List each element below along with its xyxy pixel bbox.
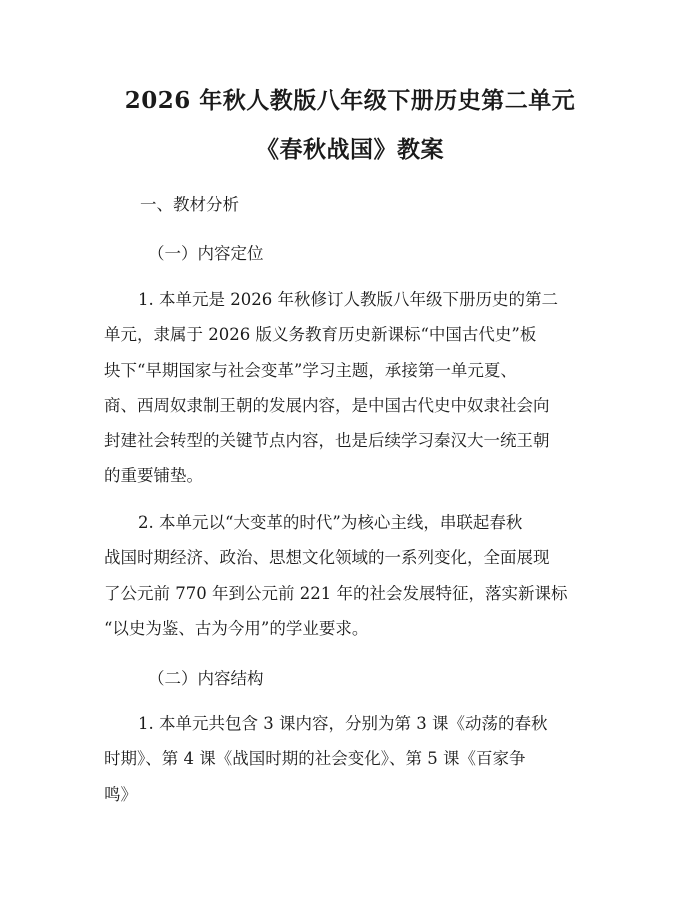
document-title-line-2: 《春秋战国》教案: [256, 136, 444, 163]
paragraph-unit-positioning: [104, 282, 604, 494]
subsection-heading-content-structure: （二）内容结构: [148, 669, 264, 688]
document-title-line-1: 2026 年秋人教版八年级下册历史第二单元: [124, 87, 576, 114]
paragraph-line: “以史为鉴、古为今用”的学业要求。: [104, 618, 369, 638]
paragraph-line: 商、西周奴隶制王朝的发展内容，是中国古代史中奴隶社会向: [104, 395, 550, 415]
paragraph-line: 时期》、第 4 课《战国时期的社会变化》、第 5 课《百家争: [104, 749, 526, 769]
section-heading-teaching-material-analysis: 一、教材分析: [140, 195, 239, 214]
paragraph-line: 了公元前 770 年到公元前 221 年的社会发展特征，落实新课标: [104, 583, 568, 603]
subsection-heading-content-positioning: （一）内容定位: [148, 244, 264, 263]
paragraph-unit-main-theme: [104, 505, 604, 646]
paragraph-line: 块下“早期国家与社会变革”学习主题，承接第一单元夏、: [104, 360, 517, 380]
paragraph-line: 的重要铺垫。: [104, 466, 203, 486]
paragraph-line: 1. 本单元共包含 3 课内容，分别为第 3 课《动荡的春秋: [138, 714, 548, 733]
paragraph-content-structure: [104, 706, 604, 812]
paragraph-line: 1. 本单元是 2026 年秋修订人教版八年级下册历史的第二: [138, 290, 558, 309]
paragraph-line: 单元，隶属于 2026 版义务教育历史新课标“中国古代史”板: [104, 325, 537, 345]
paragraph-line: 2. 本单元以“大变革的时代”为核心主线，串联起春秋: [138, 513, 523, 532]
paragraph-line: 封建社会转型的关键节点内容，也是后续学习秦汉大一统王朝: [104, 431, 550, 451]
paragraph-line: 战国时期经济、政治、思想文化领域的一系列变化，全面展现: [104, 548, 550, 568]
paragraph-line: 鸣》: [104, 784, 137, 804]
